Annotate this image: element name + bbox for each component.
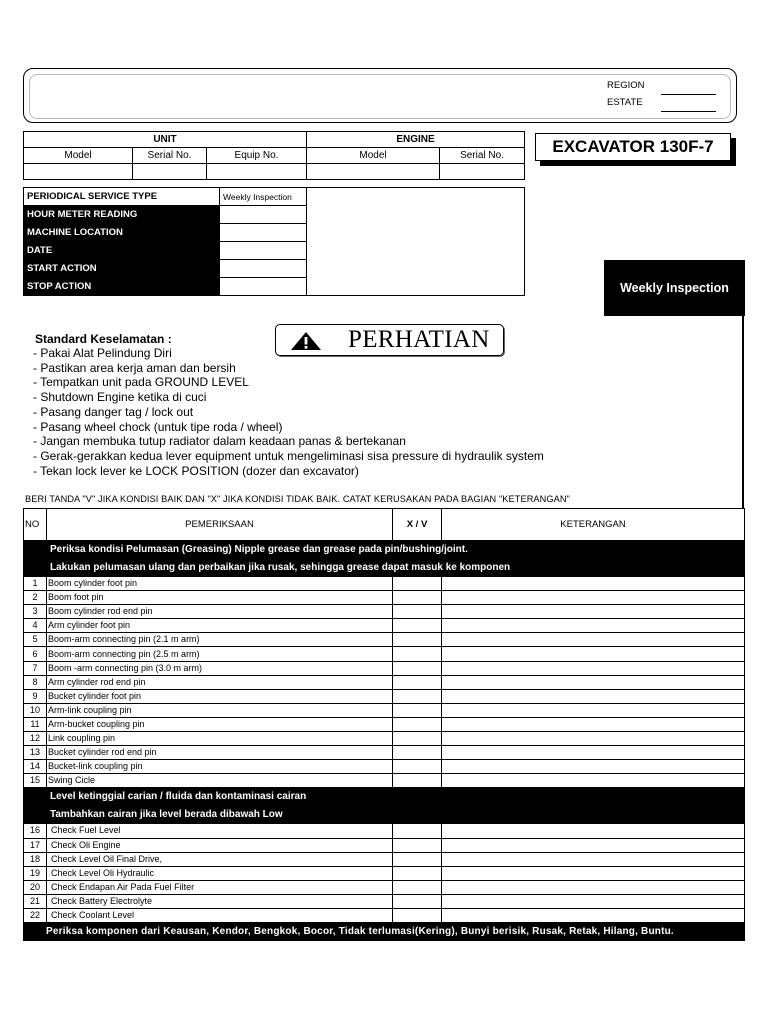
safety-item: - Pastikan area kerja aman dan bersih (33, 360, 236, 375)
date-label: DATE (24, 242, 220, 260)
service-notes-area[interactable] (307, 188, 525, 296)
row-number: 18 (24, 852, 47, 866)
checklist-row (24, 852, 745, 866)
row-number: 2 (24, 591, 47, 605)
keterangan-field[interactable] (442, 880, 745, 894)
row-number: 17 (24, 838, 47, 852)
safety-item: - Shutdown Engine ketika di cuci (33, 390, 207, 405)
xv-check-field[interactable] (393, 675, 442, 689)
row-number: 9 (24, 689, 47, 703)
machine-location-label: MACHINE LOCATION (24, 224, 220, 242)
keterangan-field[interactable] (442, 824, 745, 838)
keterangan-field[interactable] (442, 591, 745, 605)
weekly-inspection-badge: Weekly Inspection (604, 260, 745, 316)
xv-check-field[interactable] (393, 760, 442, 774)
xv-check-field[interactable] (393, 717, 442, 731)
start-action-field[interactable] (220, 260, 307, 278)
checklist-row (24, 675, 745, 689)
checklist-row (24, 838, 745, 852)
inspection-item: Arm-link coupling pin (47, 703, 393, 717)
row-number: 15 (24, 774, 47, 788)
xv-check-field[interactable] (393, 838, 442, 852)
checklist-row (24, 866, 745, 880)
safety-list (33, 346, 544, 478)
xv-check-field[interactable] (393, 894, 442, 908)
unit-equip-field[interactable] (207, 164, 307, 180)
unit-header: UNIT (24, 132, 307, 148)
checklist-row (24, 908, 745, 922)
unit-equip-header: Equip No. (207, 148, 307, 164)
safety-item: - Pakai Alat Pelindung Diri (33, 346, 172, 360)
inspection-item: Check Coolant Level (47, 908, 393, 922)
engine-serial-field[interactable] (440, 164, 525, 180)
checklist-row (24, 661, 745, 675)
inspection-item: Check Battery Electrolyte (47, 894, 393, 908)
section-header-row (24, 788, 745, 806)
checklist-row (24, 577, 745, 591)
checklist-row (24, 746, 745, 760)
xv-check-field[interactable] (393, 689, 442, 703)
pemeriksaan-header: PEMERIKSAAN (47, 509, 393, 541)
inspection-item: Boom-arm connecting pin (2.1 m arm) (47, 633, 393, 647)
no-header: NO (24, 509, 47, 541)
keterangan-field[interactable] (442, 746, 745, 760)
safety-item: - Pasang danger tag / lock out (33, 404, 194, 419)
checklist-row (24, 880, 745, 894)
machine-location-field[interactable] (220, 224, 307, 242)
safety-item: - Jangan membuka tutup radiator dalam keadaan panas & bertekanan (33, 434, 406, 449)
section-header-text: Periksa komponen dari Keausan, Kendor, Bengkok, Bocor, Tidak terlumasi(Kering), Bunyi berisik, Rusak, Retak, Hilang, Buntu. (24, 923, 745, 941)
inspection-item: Check Fuel Level (47, 824, 393, 838)
row-number: 19 (24, 866, 47, 880)
inspection-item: Bucket cylinder foot pin (47, 689, 393, 703)
row-number: 7 (24, 661, 47, 675)
checklist-row (24, 605, 745, 619)
region-field[interactable] (661, 94, 716, 95)
xv-check-field[interactable] (393, 647, 442, 661)
xv-check-field[interactable] (393, 605, 442, 619)
section-header-text: Tambahkan cairan jika level berada dibawah Low (24, 806, 745, 824)
checklist-row (24, 619, 745, 633)
inspection-item: Arm cylinder rod end pin (47, 675, 393, 689)
section-header-row (24, 806, 745, 824)
unit-engine-table (23, 131, 525, 180)
row-number: 21 (24, 894, 47, 908)
safety-item: - Tekan lock lever ke LOCK POSITION (dozer dan excavator) (33, 463, 359, 478)
checklist-row (24, 894, 745, 908)
periodical-service-label: PERIODICAL SERVICE TYPE (24, 188, 220, 206)
keterangan-field[interactable] (442, 894, 745, 908)
hour-meter-label: HOUR METER READING (24, 206, 220, 224)
checklist-row (24, 591, 745, 605)
safety-title: Standard Keselamatan : (35, 332, 172, 346)
row-number: 5 (24, 633, 47, 647)
keterangan-field[interactable] (442, 633, 745, 647)
row-number: 16 (24, 824, 47, 838)
keterangan-field[interactable] (442, 732, 745, 746)
row-number: 4 (24, 619, 47, 633)
inspection-item: Boom -arm connecting pin (3.0 m arm) (47, 661, 393, 675)
engine-header: ENGINE (307, 132, 525, 148)
inspection-item: Check Level Oil Final Drive, (47, 852, 393, 866)
keterangan-field[interactable] (442, 689, 745, 703)
section-header-text: Periksa kondisi Pelumasan (Greasing) Nipple grease dan grease pada pin/bushing/joint. (24, 541, 745, 559)
checklist-row (24, 760, 745, 774)
section-header-row (24, 541, 745, 559)
keterangan-header: KETERANGAN (442, 509, 745, 541)
row-number: 14 (24, 760, 47, 774)
keterangan-field[interactable] (442, 838, 745, 852)
keterangan-field[interactable] (442, 774, 745, 788)
keterangan-field[interactable] (442, 908, 745, 922)
xv-check-field[interactable] (393, 746, 442, 760)
xv-check-field[interactable] (393, 908, 442, 922)
section-header-row (24, 923, 745, 941)
keterangan-field[interactable] (442, 577, 745, 591)
instruction-text: BERI TANDA "V" JIKA KONDISI BAIK DAN "X" JIKA KONDISI TIDAK BAIK. CATAT KERUSAKAN PADA BAGIAN "KETERANGAN" (25, 494, 570, 504)
inspection-item: Check Endapan Air Pada Fuel Filter (47, 880, 393, 894)
inspection-item: Bucket cylinder rod end pin (47, 746, 393, 760)
row-number: 20 (24, 880, 47, 894)
xv-check-field[interactable] (393, 774, 442, 788)
unit-model-field[interactable] (24, 164, 133, 180)
periodical-service-value: Weekly Inspection (220, 188, 307, 206)
keterangan-field[interactable] (442, 866, 745, 880)
xv-check-field[interactable] (393, 591, 442, 605)
keterangan-field[interactable] (442, 852, 745, 866)
checklist-row (24, 774, 745, 788)
perhatian-title: PERHATIAN (348, 326, 490, 353)
unit-model-header: Model (24, 148, 133, 164)
row-number: 6 (24, 647, 47, 661)
start-action-label: START ACTION (24, 260, 220, 278)
inspection-item: Boom-arm connecting pin (2.5 m arm) (47, 647, 393, 661)
region-label: REGION (607, 80, 645, 91)
keterangan-field[interactable] (442, 619, 745, 633)
keterangan-field[interactable] (442, 760, 745, 774)
section-header-row (24, 559, 745, 577)
xv-check-field[interactable] (393, 880, 442, 894)
row-number: 1 (24, 577, 47, 591)
xv-header: X / V (393, 509, 442, 541)
inspection-item: Check Oli Engine (47, 838, 393, 852)
inspection-item: Swing Cicle (47, 774, 393, 788)
safety-item: - Gerak-gerakkan kedua lever equipment untuk mengeliminasi sisa pressure di hydraulik system (33, 448, 544, 463)
checklist-row (24, 824, 745, 838)
estate-field[interactable] (661, 111, 716, 112)
keterangan-field[interactable] (442, 647, 745, 661)
checklist-row (24, 717, 745, 731)
keterangan-field[interactable] (442, 717, 745, 731)
xv-check-field[interactable] (393, 633, 442, 647)
keterangan-field[interactable] (442, 605, 745, 619)
xv-check-field[interactable] (393, 866, 442, 880)
hour-meter-field[interactable] (220, 206, 307, 224)
estate-label: ESTATE (607, 97, 643, 108)
keterangan-field[interactable] (442, 675, 745, 689)
row-number: 13 (24, 746, 47, 760)
row-number: 12 (24, 732, 47, 746)
row-number: 22 (24, 908, 47, 922)
keterangan-field[interactable] (442, 661, 745, 675)
keterangan-field[interactable] (442, 703, 745, 717)
inspection-item: Arm-bucket coupling pin (47, 717, 393, 731)
inspection-item: Boom cylinder rod end pin (47, 605, 393, 619)
xv-check-field[interactable] (393, 852, 442, 866)
engine-model-header: Model (307, 148, 440, 164)
inspection-item: Bucket-link coupling pin (47, 760, 393, 774)
checklist-row (24, 689, 745, 703)
xv-check-field[interactable] (393, 619, 442, 633)
checklist-row (24, 633, 745, 647)
checklist-table (23, 508, 745, 941)
xv-check-field[interactable] (393, 824, 442, 838)
stop-action-label: STOP ACTION (24, 278, 220, 296)
engine-model-field[interactable] (307, 164, 440, 180)
checklist-row (24, 703, 745, 717)
inspection-item: Boom cylinder foot pin (47, 577, 393, 591)
xv-check-field[interactable] (393, 661, 442, 675)
row-number: 3 (24, 605, 47, 619)
engine-serial-header: Serial No. (440, 148, 525, 164)
row-number: 11 (24, 717, 47, 731)
inspection-item: Link coupling pin (47, 732, 393, 746)
checklist-row (24, 647, 745, 661)
xv-check-field[interactable] (393, 732, 442, 746)
header-box (23, 68, 737, 123)
xv-check-field[interactable] (393, 703, 442, 717)
section-header-text: Level ketinggial carian / fluida dan kontaminasi cairan (24, 788, 745, 806)
right-border-line (742, 316, 744, 508)
inspection-item: Arm cylinder foot pin (47, 619, 393, 633)
inspection-item: Boom foot pin (47, 591, 393, 605)
safety-item: - Pasang wheel chock (untuk tipe roda / wheel) (33, 419, 283, 434)
stop-action-field[interactable] (220, 278, 307, 296)
inspection-item: Check Level Oli Hydraulic (47, 866, 393, 880)
row-number: 8 (24, 675, 47, 689)
row-number: 10 (24, 703, 47, 717)
model-title: EXCAVATOR 130F-7 (535, 133, 731, 161)
unit-serial-field[interactable] (133, 164, 207, 180)
xv-check-field[interactable] (393, 577, 442, 591)
safety-item: - Tempatkan unit pada GROUND LEVEL (33, 375, 249, 390)
service-table (23, 187, 525, 296)
date-field[interactable] (220, 242, 307, 260)
unit-serial-header: Serial No. (133, 148, 207, 164)
checklist-row (24, 732, 745, 746)
section-header-text: Lakukan pelumasan ulang dan perbaikan jika rusak, sehingga grease dapat masuk ke komponen (24, 559, 745, 577)
